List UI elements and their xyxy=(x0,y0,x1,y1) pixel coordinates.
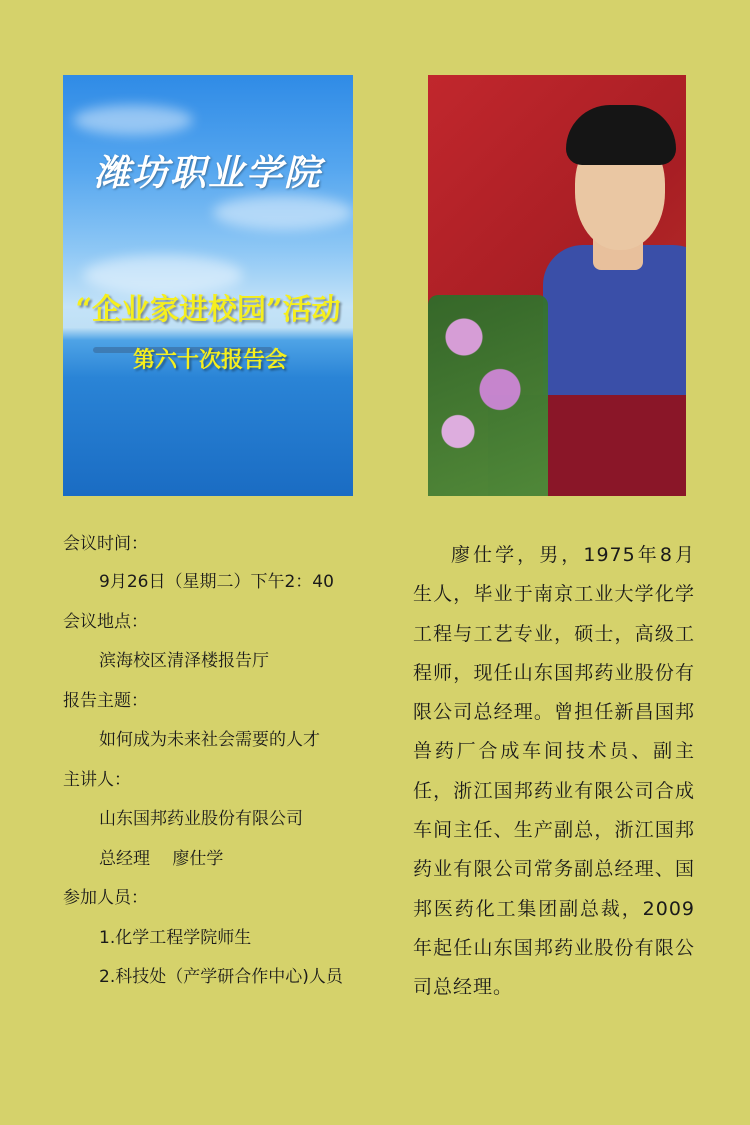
attendees-label: 参加人员： xyxy=(63,888,148,908)
cloud-decoration xyxy=(73,105,193,135)
speaker-title: 总经理 廖仕学 xyxy=(99,849,224,869)
topic-label: 报告主题： xyxy=(63,691,148,711)
speaker-hair xyxy=(566,105,676,165)
time-value: 9月26日（星期二）下午2：40 xyxy=(99,572,334,592)
place-label: 会议地点： xyxy=(63,612,148,632)
event-poster xyxy=(63,75,353,496)
poster-subtitle: “企业家进校园”活动 xyxy=(75,292,341,326)
speaker-bio: 廖仕学，男，1975年8月生人，毕业于南京工业大学化学工程与工艺专业，硕士，高级工程师，现任山东国邦药业股份有限公司总经理。曾担任新昌国邦兽药厂合成车间技术员、副主任，浙江国邦药业有限公司合成车间主任、生产副总，浙江国邦药业有限公司常务副总经理、国邦医药化工集团副总裁，2009年起任山东国邦药业股份有限公司总经理。 xyxy=(413,544,695,999)
poster-session: 第六十次报告会 xyxy=(133,347,288,373)
place-value: 滨海校区清泽楼报告厅 xyxy=(99,651,269,671)
cloud-decoration xyxy=(213,195,353,230)
time-label: 会议时间： xyxy=(63,534,148,554)
speaker-photo xyxy=(428,75,686,496)
poster-title: 潍坊职业学院 xyxy=(93,152,322,194)
flower-arrangement xyxy=(428,295,548,496)
speaker-company: 山东国邦药业股份有限公司 xyxy=(99,809,303,829)
topic-value: 如何成为未来社会需要的人才 xyxy=(99,730,320,750)
speaker-label: 主讲人： xyxy=(63,770,131,790)
attendee-item: 2.科技处（产学研合作中心)人员 xyxy=(99,967,343,987)
attendee-item: 1.化学工程学院师生 xyxy=(99,928,252,948)
